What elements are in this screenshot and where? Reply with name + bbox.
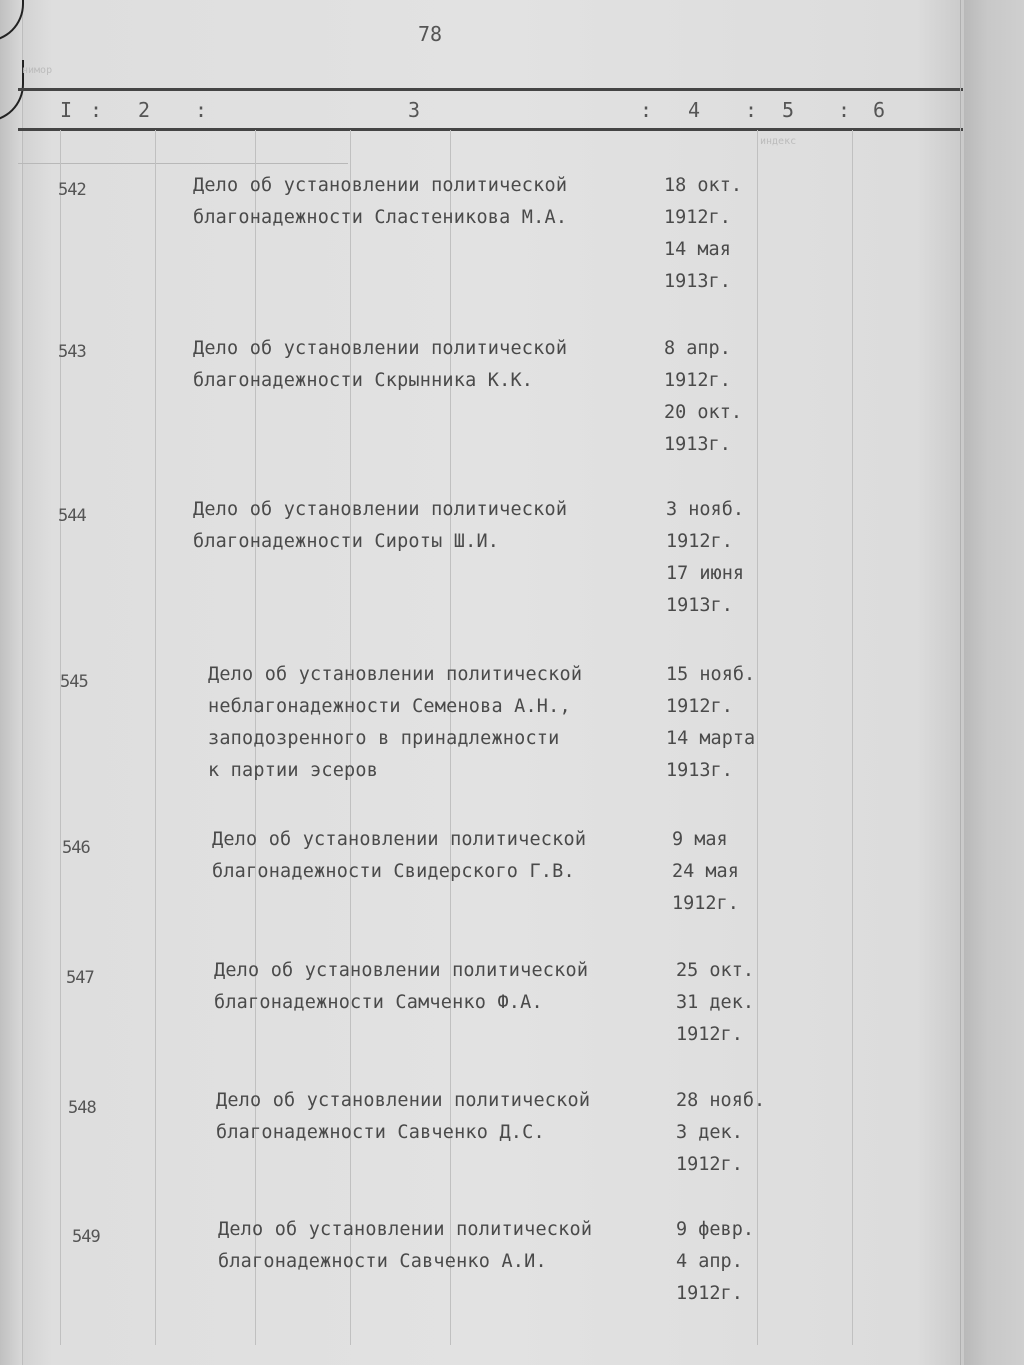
entry-number: 543 [58,342,86,362]
entry-title-line: Дело об установлении политической [193,175,568,196]
entry-title-line: благонадежности Сироты Ш.И. [193,531,500,552]
date-line: 1913г. [666,595,733,616]
column-rule [852,130,853,1345]
date-line: 1913г. [666,760,733,781]
date-line: 20 окт. [664,402,742,423]
date-line: 28 нояб. [676,1090,766,1111]
date-line: 3 дек. [676,1122,743,1143]
entry-title-line: Дело об установлении политической [218,1219,593,1240]
date-line: 31 дек. [676,992,754,1013]
ghost-text: нимор [22,65,53,76]
date-line: 1912г. [664,207,731,228]
column-rule [155,130,156,1345]
date-line: 1913г. [664,271,731,292]
date-line: 4 апр. [676,1251,743,1272]
date-line: 9 февр. [676,1219,754,1240]
header-sep: : [90,98,103,122]
header-sep: : [640,98,653,122]
header-col-4: 4 [688,98,701,122]
entry-dates [676,1085,765,1181]
date-line: 1912г. [666,696,733,717]
date-line: 3 нояб. [666,499,744,520]
page-edge-rule [960,0,961,1365]
entry-title-line: благонадежности Сластеникова М.А. [193,207,568,228]
entry-title [193,170,567,234]
entry-title-line: Дело об установлении политической [214,960,589,981]
date-line: 15 нояб. [666,664,756,685]
date-line: 14 марта [666,728,756,749]
entry-title-line: благонадежности Свидерского Г.В. [212,861,575,882]
header-sep: : [195,98,208,122]
entry-dates [664,170,742,298]
entry-title [216,1085,590,1149]
binder-ring [0,0,24,42]
date-line: 1913г. [664,434,731,455]
date-line: 1912г. [664,370,731,391]
header-col-2: 2 [138,98,151,122]
date-line: 18 окт. [664,175,742,196]
entry-title [212,824,586,888]
date-line: 25 окт. [676,960,754,981]
column-header-rule [18,163,348,164]
entry-dates [666,494,744,622]
entry-title-line: Дело об установлении политической [216,1090,591,1111]
entry-dates [676,955,754,1051]
entry-number: 545 [60,672,88,692]
entry-number: 544 [58,506,86,526]
date-line: 9 мая [672,829,728,850]
header-sep: : [745,98,758,122]
date-line: 17 июня [666,563,744,584]
entry-title-line: Дело об установлении политической [212,829,587,850]
entry-title [208,659,582,787]
entry-dates [666,659,755,787]
ghost-text: индекс [760,136,797,147]
binder-ring [0,60,24,122]
entry-title-line: Дело об установлении политической [208,664,583,685]
header-col-5: 5 [782,98,795,122]
header-rule-bottom [18,128,963,131]
entry-title [193,333,567,397]
date-line: 1912г. [676,1283,743,1304]
entry-title [193,494,567,558]
entry-title-line: благонадежности Савченко А.И. [218,1251,547,1272]
date-line: 1912г. [676,1024,743,1045]
header-col-6: 6 [873,98,886,122]
binding-edge [0,0,23,1365]
date-line: 8 апр. [664,338,731,359]
entry-title-line: благонадежности Самченко Ф.А. [214,992,543,1013]
entry-number: 547 [66,968,94,988]
page-number: 78 [418,22,443,46]
date-line: 1912г. [672,893,739,914]
entry-title-line: благонадежности Савченко Д.С. [216,1122,545,1143]
header-sep: : [838,98,851,122]
header-col-1: I [60,98,73,122]
entry-title-line: Дело об установлении политической [193,499,568,520]
column-rule [60,130,61,1345]
entry-title-line: благонадежности Скрынника К.К. [193,370,534,391]
date-line: 1912г. [666,531,733,552]
date-line: 1912г. [676,1154,743,1175]
entry-dates [664,333,742,461]
date-line: 14 мая [664,239,731,260]
entry-number: 542 [58,180,86,200]
entry-title-line: Дело об установлении политической [193,338,568,359]
header-col-3: 3 [408,98,421,122]
page-edge-shadow [964,0,1024,1365]
entry-dates [676,1214,754,1310]
entry-title [214,955,588,1019]
entry-title-line: неблагонадежности Семенова А.Н., [208,696,571,717]
entry-number: 549 [72,1227,100,1247]
entry-title-line: заподозренного в принадлежности [208,728,560,749]
entry-number: 548 [68,1098,96,1118]
date-line: 24 мая [672,861,739,882]
entry-title-line: к партии эсеров [208,760,379,781]
header-rule-top [18,88,963,91]
entry-number: 546 [62,838,90,858]
entry-title [218,1214,592,1278]
entry-dates [672,824,739,920]
